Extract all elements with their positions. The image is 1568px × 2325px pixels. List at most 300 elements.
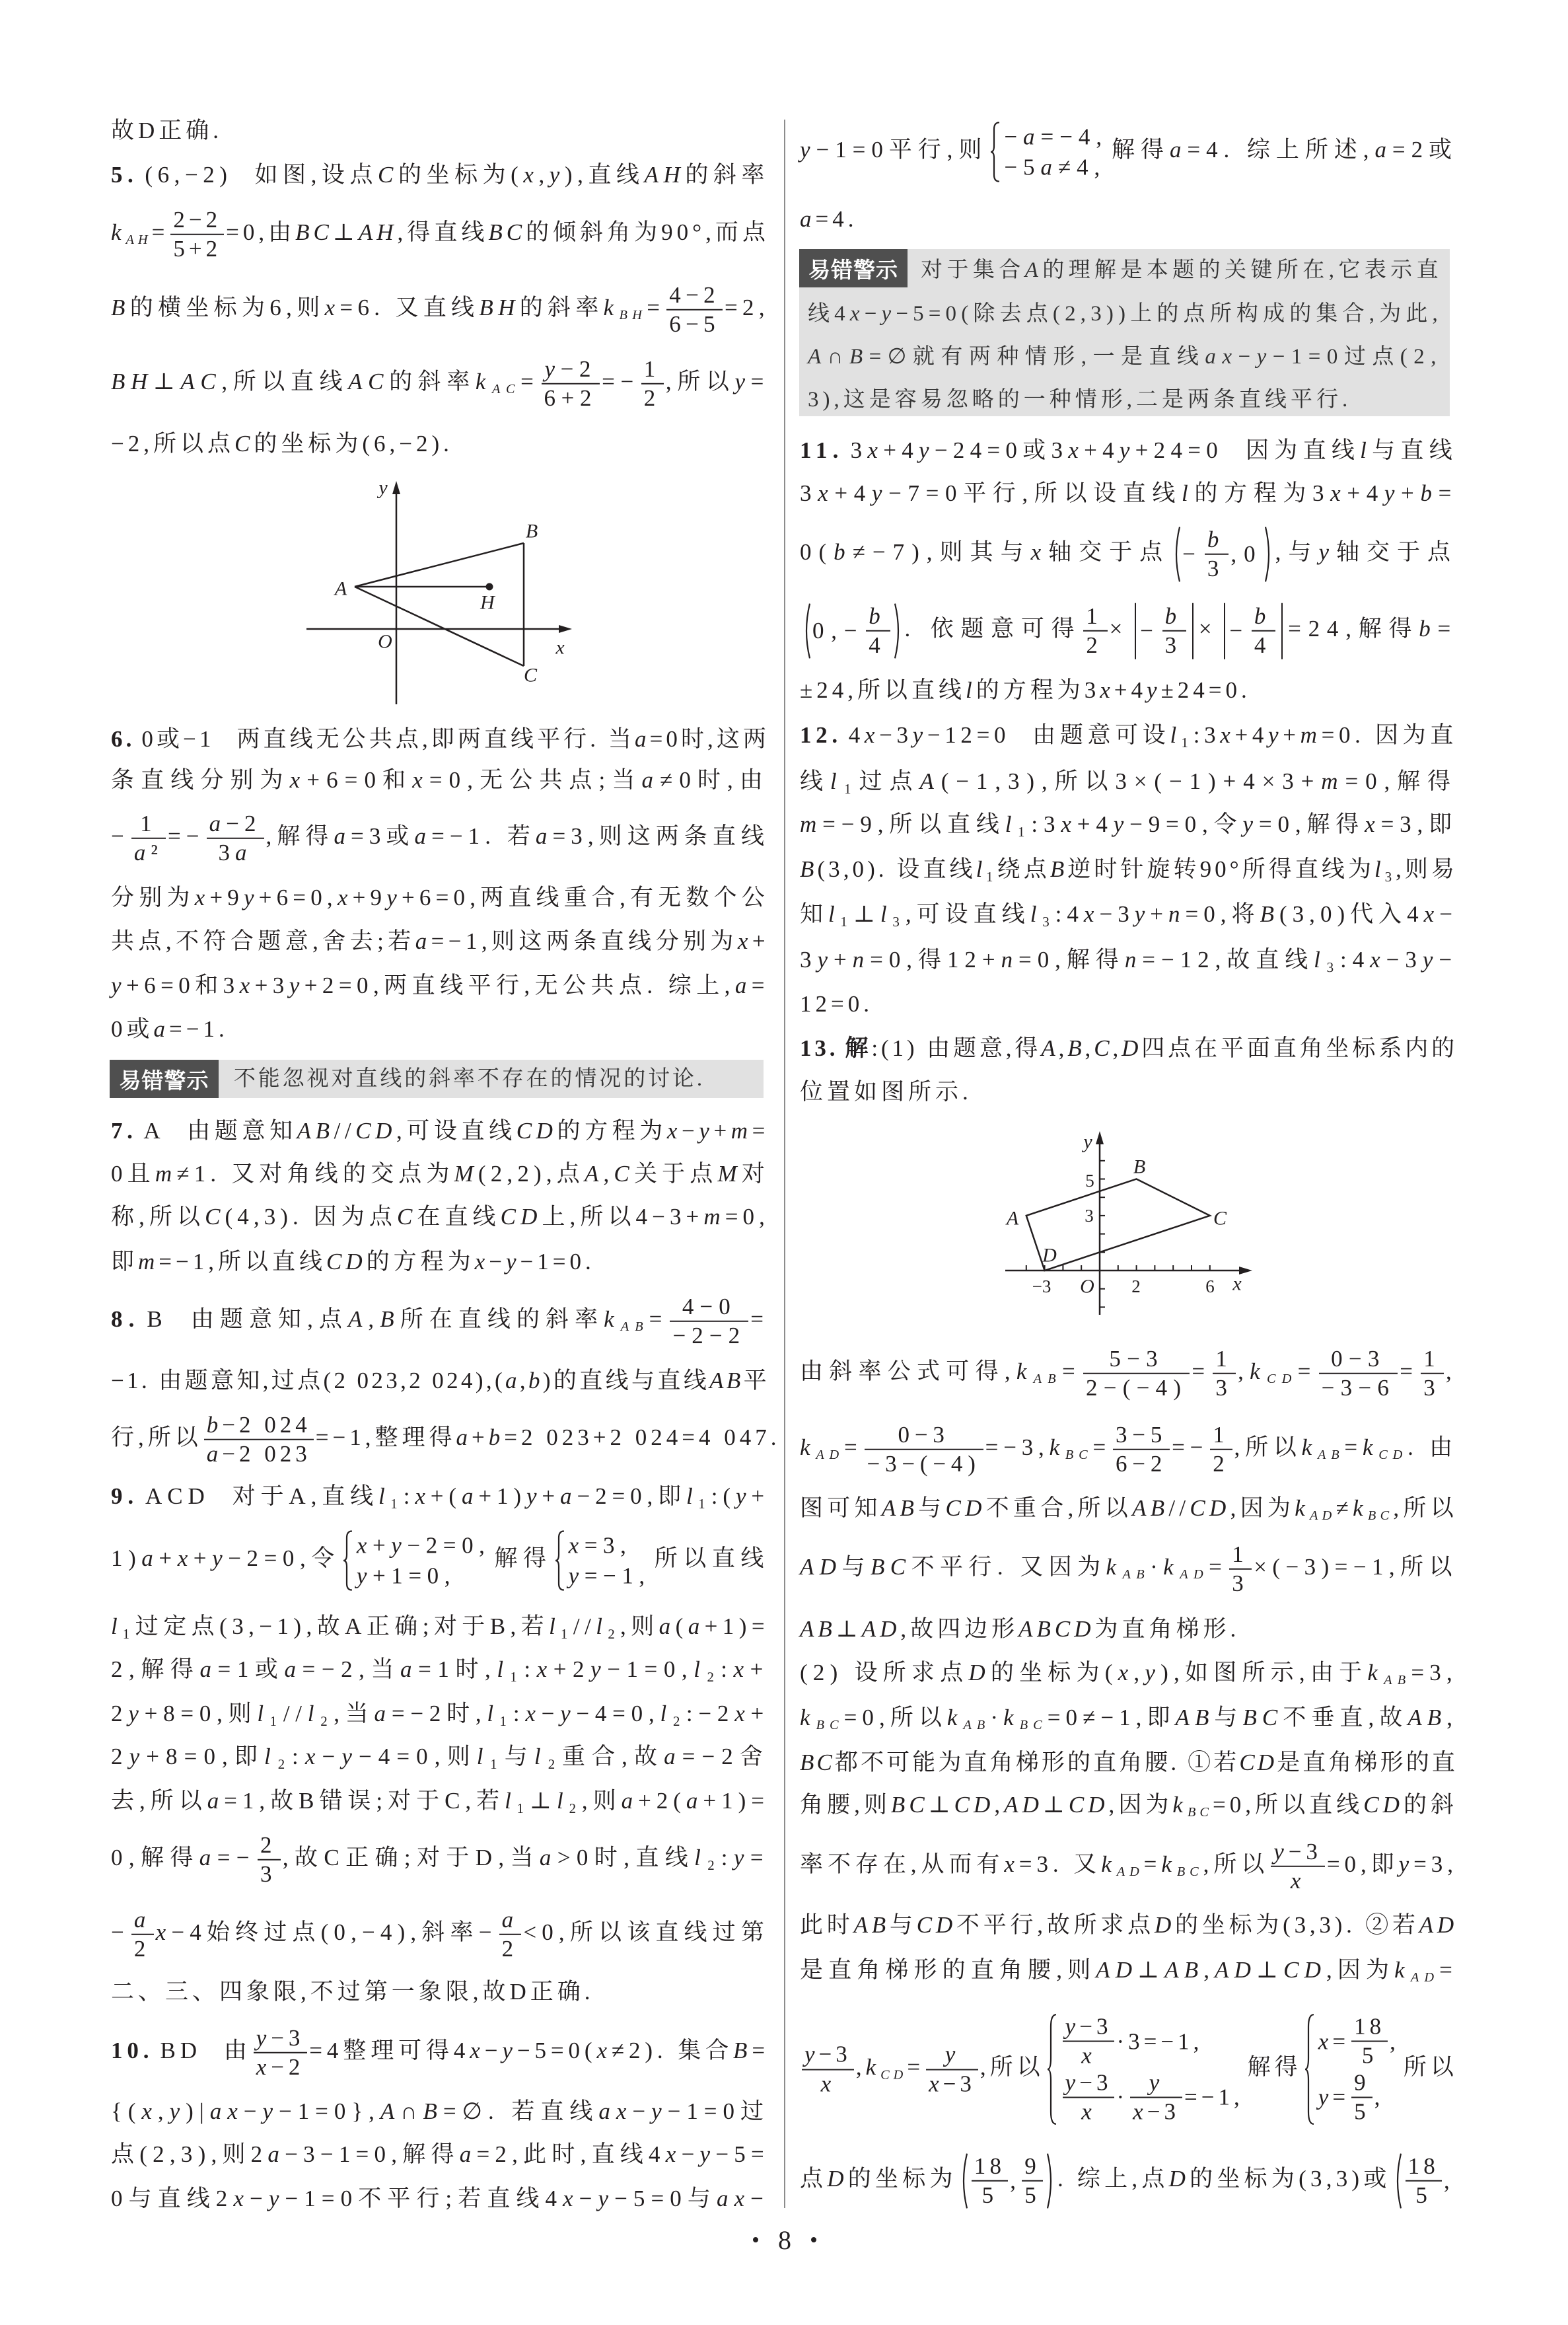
text-run: 线l₁过点A(−1,3),所以3×(−1)+4×3+m=0,解得 <box>800 768 1458 794</box>
line-content <box>808 299 1443 329</box>
text-run: ,所以 <box>1393 1495 1458 1521</box>
math-variable: x <box>733 1656 750 1682</box>
math-variable: l <box>1005 811 1018 837</box>
math-variable: l <box>257 1701 269 1726</box>
math-variable: A <box>1024 258 1043 282</box>
numerator: 5−3 <box>1083 1346 1190 1374</box>
subscript <box>816 1718 844 1732</box>
math-variable: a <box>206 1441 223 1467</box>
math-variable: CD <box>1190 1495 1230 1521</box>
fraction <box>1210 1422 1232 1478</box>
math-variable: C <box>378 162 398 188</box>
line-content <box>111 356 769 412</box>
label-point-h: H <box>480 591 495 614</box>
math-variable: a <box>414 823 432 850</box>
math-variable: x <box>867 437 884 463</box>
system-row: − a =−4, <box>1004 122 1108 153</box>
math-variable: k <box>1295 1495 1309 1521</box>
math-variable: x <box>864 722 880 748</box>
line-content <box>800 1614 1240 1644</box>
text-run: 此时AB与CD不平行,故所求点D的坐标为(3,3). ②若AD <box>800 1912 1458 1938</box>
math-variable: D <box>1154 1912 1175 1938</box>
line-content <box>800 1493 1458 1524</box>
math-variable: l <box>1360 437 1372 463</box>
subscript <box>1310 1508 1336 1523</box>
text-run: y−1=0平行,则 <box>800 137 988 163</box>
math-variable: y <box>699 2141 716 2167</box>
math-variable: AB <box>1122 1567 1151 1582</box>
math-variable: x <box>1100 677 1114 703</box>
y-axis-arrow-icon <box>392 481 400 494</box>
bullet-icon <box>753 2237 758 2242</box>
denominator <box>1063 2098 1115 2125</box>
math-variable: CD <box>1266 1372 1298 1387</box>
math-variable: l <box>111 1613 123 1639</box>
text-run: x= <box>1318 2028 1350 2054</box>
math-variable: k <box>800 1434 816 1461</box>
fraction <box>1113 1422 1170 1478</box>
line-content <box>111 1159 769 1189</box>
math-variable: B <box>800 856 818 882</box>
math-variable: y <box>871 480 889 506</box>
system-rows <box>357 1531 491 1591</box>
system-row: y +1=0, <box>357 1561 491 1591</box>
numerator <box>1252 603 1275 632</box>
math-variable: l <box>965 677 976 703</box>
parenthesized-group <box>1172 527 1273 583</box>
math-variable: a <box>634 726 650 752</box>
line-content <box>111 1294 769 1350</box>
system-rows <box>1318 2014 1400 2125</box>
left-paren-icon <box>960 2153 968 2209</box>
math-variable: x <box>1081 2042 1096 2069</box>
text-run: =0≠−1,即AB与BC不垂直,故AB, <box>1047 1705 1458 1730</box>
figure-quadrilateral-abcd <box>991 1123 1268 1321</box>
line-content <box>800 989 873 1019</box>
math-variable: y <box>1134 901 1151 927</box>
math-variable: AB <box>709 1368 744 1393</box>
text-run: 位置如图所示. <box>800 1079 972 1105</box>
math-variable: CD <box>1068 1792 1109 1818</box>
math-variable: B <box>1067 1035 1085 1061</box>
math-variable: D <box>1168 2166 1190 2192</box>
numerator <box>866 603 890 632</box>
line-content <box>800 1541 1458 1598</box>
denominator: −3−6 <box>1321 1375 1396 1401</box>
math-variable: b <box>1254 603 1273 629</box>
paren-content <box>1402 2153 1455 2209</box>
math-variable: k <box>1172 1792 1187 1818</box>
system-row: x + y −2=0, <box>357 1531 491 1561</box>
math-variable: C <box>1094 1035 1113 1061</box>
text-run: ×(−3)=−1,所以 <box>1254 1554 1458 1580</box>
fraction <box>131 811 166 867</box>
line-content <box>111 1412 780 1468</box>
text-run: BC都不可能为直角梯形的直角腰. ①若CD是直角梯形的直 <box>800 1750 1458 1775</box>
line-content <box>800 1346 1458 1402</box>
fraction <box>499 1907 522 1963</box>
math-variable: a <box>334 823 351 850</box>
math-variable: l <box>505 1788 517 1814</box>
column-divider <box>784 120 785 2208</box>
math-variable: l <box>694 1845 707 1871</box>
subscript <box>1188 1805 1213 1820</box>
subscript <box>621 1319 649 1334</box>
math-variable: x <box>849 302 865 326</box>
line-content <box>111 2139 769 2170</box>
text-run: <0,所以该直线过第 <box>523 1919 770 1946</box>
text-run: . 由 <box>1408 1434 1458 1461</box>
math-variable: a <box>153 1016 170 1042</box>
line-content <box>800 1910 1458 1940</box>
math-variable: y <box>1398 1851 1414 1878</box>
text-run: :(1) 由题意,得A,B,C,D四点在平面直角坐标系内的 <box>871 1035 1458 1061</box>
right-paren-icon <box>894 603 902 659</box>
math-variable: x <box>1370 947 1386 973</box>
system-row: −5 a ≠4, <box>1004 152 1108 182</box>
subscript <box>1020 1718 1048 1732</box>
problem-number: 6. <box>111 726 135 752</box>
math-variable: AB <box>1132 1495 1169 1521</box>
math-variable: a <box>641 767 660 793</box>
line-content <box>111 1654 769 1685</box>
fraction <box>670 1294 748 1350</box>
fraction <box>1319 1346 1398 1402</box>
denominator: 5 <box>1361 2042 1378 2069</box>
paren-content <box>1181 527 1264 583</box>
numerator: 9 <box>1022 2153 1043 2182</box>
math-variable: CD <box>1363 1792 1404 1818</box>
label-origin: O <box>1080 1275 1094 1298</box>
math-variable: a <box>207 1788 225 1814</box>
left-paren-icon <box>1172 527 1181 583</box>
line-content <box>800 1748 1458 1778</box>
math-variable: x <box>666 1118 682 1144</box>
line-content <box>111 724 769 755</box>
denominator: −2−2 <box>672 1323 746 1348</box>
denominator: 3a <box>218 840 252 866</box>
text-run: 称,所以C(4,3). 因为点C在直线CD上,所以4−3+m=0, <box>111 1204 769 1230</box>
denominator: 6−5 <box>669 311 720 337</box>
warning-label: 易错警示 <box>799 249 908 287</box>
subscript <box>1368 1508 1393 1523</box>
text-run: 3x+4y−7=0平行,所以设直线l的方程为3x+4y+b= <box>800 480 1458 506</box>
math-variable: BC <box>1242 1705 1283 1730</box>
line-content <box>111 2096 769 2127</box>
brace-icon <box>990 122 1001 182</box>
text-run: 对于A,直线 <box>232 1483 379 1509</box>
denominator <box>1063 2042 1115 2069</box>
math-variable: a <box>688 1613 705 1639</box>
left-paren-icon <box>1394 2153 1402 2209</box>
text-run: 率不存在,从而有x=3. 又k <box>800 1851 1116 1878</box>
text-run: 分别为x+9y+6=0,x+9y+6=0,两直线重合,有无数个公 <box>111 885 769 910</box>
math-variable: a <box>267 2141 285 2167</box>
math-variable: AD <box>861 1616 901 1642</box>
line-content <box>800 945 1458 975</box>
text-run: 点D的坐标为 <box>800 2166 957 2192</box>
math-variable: y <box>734 369 751 395</box>
math-variable: l <box>1182 480 1195 506</box>
denominator: x−2 <box>256 2054 305 2080</box>
math-variable: AH <box>644 162 686 188</box>
math-variable: y <box>341 1744 359 1769</box>
math-variable: l <box>264 1744 277 1769</box>
open-parenthesized-group <box>1394 2153 1455 2209</box>
math-variable: x <box>536 1656 553 1682</box>
page-number <box>719 2224 851 2256</box>
math-variable: AB <box>1408 1705 1447 1730</box>
answer: BD <box>160 2038 201 2064</box>
math-variable: A <box>584 1161 604 1187</box>
line-content <box>111 1481 769 1512</box>
label-point-d: D <box>1042 1244 1057 1267</box>
math-variable: B <box>1260 901 1279 927</box>
text-run: 故D正确. <box>111 118 223 143</box>
math-variable: y <box>549 162 565 188</box>
math-variable: CD <box>1378 1448 1408 1463</box>
math-variable: ax <box>598 2098 633 2124</box>
math-variable: BC <box>890 1792 929 1818</box>
subscript <box>620 308 647 322</box>
system-row: x =3, <box>569 1531 651 1561</box>
math-variable: CD <box>880 2067 908 2083</box>
fraction <box>1406 2153 1442 2209</box>
page-number-text: 8 <box>778 2225 791 2255</box>
math-variable: y <box>1318 539 1336 566</box>
fraction <box>1130 2069 1182 2125</box>
text-run: (2) 设所求点D的坐标为(x,y),如图所示,由于k <box>800 1660 1384 1685</box>
label-point-c: C <box>523 664 538 686</box>
math-variable: AB <box>963 1718 991 1733</box>
math-variable: a <box>800 206 816 232</box>
math-variable: B <box>1050 856 1068 882</box>
text-run: =k <box>1344 1434 1378 1461</box>
text-run: 是直角梯形的直角腰,则AD⊥AB,AD⊥CD,因为k <box>800 1957 1410 1983</box>
math-variable: AD <box>1410 1970 1440 1985</box>
line-content <box>921 255 1443 285</box>
text-run: 由斜率公式可得,k <box>800 1358 1033 1385</box>
text-run: × <box>1198 616 1219 642</box>
math-variable: k <box>1301 1434 1318 1461</box>
math-variable: AC <box>492 382 521 397</box>
math-variable: x <box>1318 2028 1333 2054</box>
math-variable: y <box>1065 2013 1080 2040</box>
system-row <box>1061 2014 1244 2070</box>
text-run: 图可知AB与CD不重合,所以AB//CD,因为k <box>800 1495 1309 1521</box>
text-run: =k <box>1143 1851 1176 1878</box>
math-variable: a <box>133 840 151 866</box>
text-run: − <box>1140 618 1160 644</box>
math-variable: y <box>243 885 259 910</box>
math-variable: y <box>169 2098 186 2124</box>
math-variable: b <box>1420 480 1439 506</box>
math-variable: x <box>1061 811 1077 837</box>
text-run: =0,由BC⊥AH,得直线BC的倾斜角为90°,而点 <box>226 219 769 246</box>
numerator <box>131 1907 154 1935</box>
label-y-axis: y <box>378 476 388 499</box>
numerator: 4−0 <box>670 1294 748 1322</box>
text-run: = <box>649 1306 668 1333</box>
text-run: =3, <box>1411 1660 1458 1685</box>
denominator: 4 <box>869 632 888 658</box>
math-variable: x <box>1290 1868 1306 1894</box>
math-variable: b <box>488 1424 505 1451</box>
text-run: = <box>1297 1358 1317 1385</box>
text-run: 所以直线 <box>654 1545 769 1572</box>
math-variable: l <box>378 1483 390 1509</box>
math-variable: D <box>968 1660 991 1685</box>
subscript <box>1267 1372 1298 1386</box>
math-variable: y <box>212 1545 229 1572</box>
answer: 0或−1 <box>141 726 215 752</box>
numerator: y−3 <box>254 2025 307 2053</box>
math-variable: BC <box>1367 1508 1394 1524</box>
y-axis-arrow-icon <box>1096 1131 1104 1144</box>
left-paren-icon <box>802 603 811 659</box>
numerator: 0−3 <box>1319 1346 1398 1374</box>
text-run <box>800 1705 816 1730</box>
text-run: =− <box>167 823 205 850</box>
text-run: = <box>520 369 540 395</box>
math-variable: ABCD <box>1018 1616 1095 1642</box>
math-variable: l <box>660 1701 672 1726</box>
fraction <box>1022 2153 1043 2209</box>
math-variable: k <box>1394 1957 1410 1983</box>
math-variable: A <box>919 768 941 794</box>
math-variable: y <box>1256 345 1273 369</box>
text-run: =− <box>1172 1434 1209 1461</box>
y-tick-label: 5 <box>1085 1171 1094 1191</box>
math-variable: CD <box>355 1118 397 1144</box>
math-variable: m <box>800 811 823 837</box>
math-variable: y <box>1242 811 1259 837</box>
equation-system <box>1304 2014 1400 2125</box>
subscript <box>1378 1448 1408 1462</box>
denominator: 4 <box>1254 632 1273 658</box>
math-variable: AD <box>816 1448 844 1463</box>
math-variable: b <box>1419 616 1438 642</box>
answer: 4x−3y−12=0 <box>848 722 1011 748</box>
equation-system <box>555 1531 651 1591</box>
math-variable: l <box>307 1701 320 1726</box>
math-variable: B <box>380 1306 400 1333</box>
fraction <box>666 282 723 338</box>
text-run: 0或a=−1. <box>111 1016 229 1042</box>
math-variable: y <box>1384 480 1402 506</box>
math-variable: k <box>1161 1851 1176 1878</box>
text-run: = <box>1092 1434 1111 1461</box>
label-point-b: B <box>1133 1156 1146 1178</box>
text-run: 所以 <box>1403 2054 1458 2081</box>
line-content <box>111 116 223 146</box>
text-run: 故B错误;对于C, <box>270 1788 477 1814</box>
math-variable: a <box>505 1368 520 1393</box>
left-paren-icon <box>1172 527 1181 583</box>
math-variable: D <box>1122 1035 1142 1061</box>
fraction <box>1063 2014 1115 2070</box>
text-run: B(3,0). 设直线l₁绕点B逆时针旋转90°所得直线为l₃,则易 <box>800 856 1458 882</box>
brace-icon <box>555 1531 565 1591</box>
system-rows <box>1004 122 1108 182</box>
fraction <box>1351 2069 1372 2125</box>
label-x-axis: x <box>1232 1273 1242 1295</box>
math-variable: l <box>880 901 892 927</box>
numerator: a−2 <box>207 811 264 839</box>
math-variable: a <box>1374 137 1392 163</box>
line-content <box>111 2025 769 2081</box>
math-variable: a <box>501 1906 519 1933</box>
numerator: 0−3 <box>865 1422 983 1450</box>
math-variable: y <box>560 1701 577 1726</box>
math-variable: a <box>199 1656 218 1682</box>
text-run: =24,解得b= <box>1288 616 1458 642</box>
text-run: = <box>843 1434 863 1461</box>
fraction <box>170 207 224 263</box>
text-run: 知l₁⊥l₃,可设直线l₃:4x−3y+n=0,将B(3,0)代入4x− <box>800 901 1458 927</box>
math-variable: CD <box>326 1249 367 1274</box>
absolute-value <box>1135 603 1194 659</box>
math-variable: M <box>454 1161 478 1187</box>
math-variable: y <box>502 2038 517 2064</box>
problem-number: 13. <box>800 1035 839 1061</box>
math-variable: x <box>737 928 752 954</box>
math-variable: y <box>1149 2069 1164 2095</box>
line-content <box>111 1014 229 1045</box>
denominator: 5 <box>1354 2098 1370 2125</box>
numerator: 9 <box>1351 2069 1372 2098</box>
math-variable: n <box>1001 947 1019 973</box>
denominator: a² <box>133 840 163 866</box>
line-content <box>111 1247 595 1277</box>
math-variable: a <box>284 1656 303 1682</box>
math-variable: a <box>621 1788 639 1814</box>
math-variable: C <box>396 1204 417 1230</box>
line-content <box>111 1699 769 1729</box>
brace-icon <box>343 1531 353 1591</box>
text-run: . 依题意可得 <box>904 616 1082 642</box>
text-run: ,0 <box>1230 541 1263 567</box>
math-variable: n <box>1124 947 1143 973</box>
math-variable: AH <box>358 219 398 246</box>
math-variable: AB <box>297 1118 334 1144</box>
left-paren-icon <box>960 2153 968 2209</box>
fraction <box>1229 1541 1252 1598</box>
math-variable: x <box>415 1483 431 1509</box>
label-point-b: B <box>525 520 538 542</box>
numerator: 2−2 <box>170 207 224 235</box>
math-variable: k <box>475 369 492 395</box>
math-variable: x <box>1081 2098 1096 2125</box>
math-variable: x <box>324 295 340 321</box>
math-variable: AD <box>1116 1864 1144 1880</box>
math-variable: BC <box>488 219 526 246</box>
text-run <box>800 1434 815 1460</box>
math-variable: x <box>474 1249 489 1274</box>
brace-icon <box>1304 2014 1315 2125</box>
line-content <box>800 1839 1458 1895</box>
line-content <box>111 971 769 1001</box>
text-run: = <box>151 219 169 246</box>
text-run <box>111 219 125 245</box>
math-variable: AB <box>881 1495 919 1521</box>
text-run: ·k <box>1150 1554 1180 1580</box>
math-variable: m <box>138 1249 159 1274</box>
math-variable: a <box>560 1483 577 1509</box>
math-variable: AD <box>1180 1567 1209 1582</box>
numerator: 1 <box>1229 1541 1252 1570</box>
line-content <box>808 385 1351 415</box>
